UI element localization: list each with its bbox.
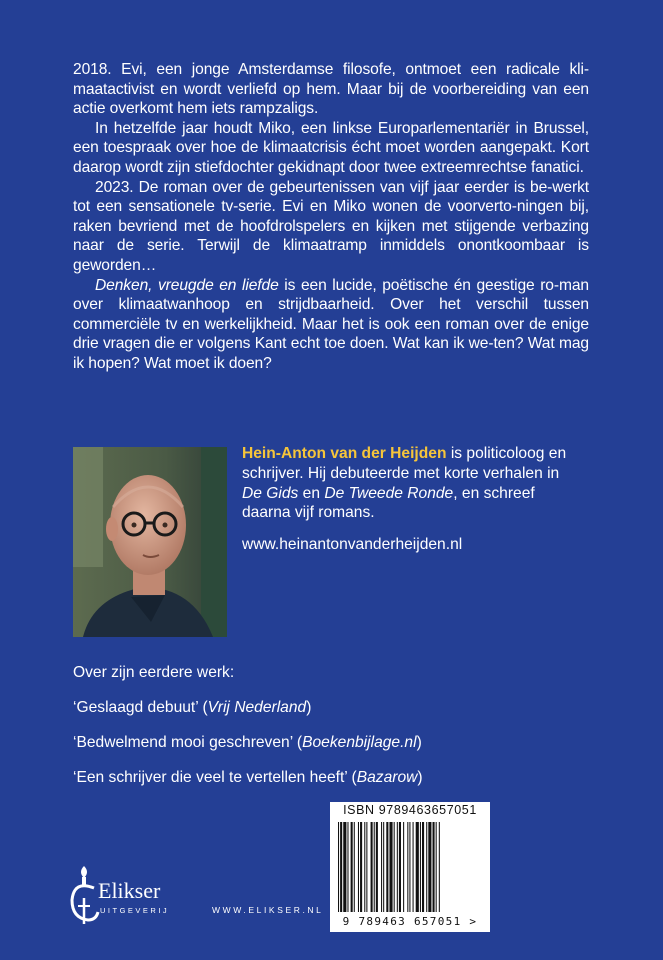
barcode-bar: [340, 822, 342, 912]
author-bio: [242, 444, 572, 555]
review-quote: ‘Geslaagd debuut’ (: [73, 699, 208, 716]
bio-text-2: en: [298, 484, 325, 502]
barcode-bar: [358, 822, 359, 912]
author-website[interactable]: www.heinantonvanderheijden.nl: [242, 536, 463, 554]
barcode-bar: [354, 822, 355, 912]
review-source: Vrij Nederland: [207, 699, 307, 716]
bio-text-3: , en schreef daarna vijf romans.: [242, 484, 535, 522]
barcode-bar: [389, 822, 392, 912]
isbn-barcode: [330, 802, 490, 932]
barcode-digits: 9 789463 657051 >: [342, 915, 478, 928]
blurb-paragraph-1: 2018. Evi, een jonge Amsterdamse filosofe, ontmoet een radicale kli-maatactivist en wordt verliefd op hem. Maar bij de voorbereiding van een actie overkomt hem iets rampzaligs.: [73, 61, 589, 118]
isbn-label: ISBN 9789463657051: [343, 803, 477, 817]
blurb-paragraph-2: In hetzelfde jaar houdt Miko, een linkse Europarlementariër in Brussel, een toespraak over hoe de klimaatcrisis écht moet worden aangepakt. Kort daarop wordt zijn stiefdochter gekidnapt door twee extreemrechtse fanatici.: [73, 119, 589, 176]
barcode-bar: [360, 822, 362, 912]
magazine-title-1: De Gids: [242, 484, 299, 502]
book-title: Denken, vreugde en liefde: [95, 276, 279, 294]
review-quote: ‘Een schrijver die veel te vertellen heeft’ (: [73, 769, 357, 786]
barcode-bar: [381, 822, 382, 912]
review-end: ): [306, 699, 312, 716]
author-photo: [73, 447, 227, 637]
review-end: ): [417, 769, 423, 786]
review-source: Bazarow: [356, 769, 418, 786]
author-bio-text: [242, 444, 572, 523]
barcode-bar: [399, 822, 401, 912]
review-item: [73, 768, 493, 787]
reviews-heading: Over zijn eerdere werk:: [73, 664, 235, 681]
barcode-bar: [397, 822, 398, 912]
barcode-bar: [374, 822, 375, 912]
review-item: [73, 733, 493, 752]
review-source: Boekenbijlage.nl: [302, 734, 417, 751]
barcode-bar: [347, 822, 348, 912]
barcode-bar: [422, 822, 424, 912]
barcode-bar: [416, 822, 419, 912]
barcode-bars: [336, 822, 484, 914]
review-quote: ‘Bedwelmend mooi geschreven’ (: [73, 734, 303, 751]
publisher-name: Elikser: [98, 878, 161, 903]
barcode-bar: [338, 822, 339, 912]
review-end: ): [416, 734, 422, 751]
barcode-bar: [343, 822, 346, 912]
barcode-bar: [420, 822, 421, 912]
barcode-bar: [413, 822, 414, 912]
blurb-paragraph-4-text: is een lucide, poëtische én geestige ro-man over klimaatwanhoop en strijdbaarheid. Over het verschil tussen commerciële tv en werkelijkheid. Maar het is ook een roman over de enige drie vragen die er volgens Kant echt toe doen. Wat kan ik we-ten? Wat mag ik hopen? Wat moet ik doen?: [73, 276, 589, 372]
blurb-paragraph-3: 2023. De roman over de gebeurtenissen van vijf jaar eerder is be-werkt tot een sensationele tv-serie. Evi en Miko wonen de voorverto-ningen bij, raken bevriend met de hoofdrolspelers en kijken met stijgende verbazing naar de serie. Terwijl de klimaatramp inmiddels onontkoombaar is geworden…: [73, 178, 589, 274]
author-portrait-image: [73, 447, 227, 637]
barcode-bar: [409, 822, 410, 912]
barcode-bar: [407, 822, 408, 912]
barcode-bar: [394, 822, 395, 912]
barcode-bar: [433, 822, 435, 912]
barcode-bar: [439, 822, 440, 912]
barcode-bar: [376, 822, 378, 912]
author-name: Hein-Anton van der Heijden: [242, 445, 447, 462]
review-item: [73, 698, 493, 717]
reviews-section: [73, 663, 493, 803]
barcode-bar: [383, 822, 384, 912]
barcode-bar: [366, 822, 367, 912]
barcode-bar: [403, 822, 404, 912]
barcode-bar: [386, 822, 388, 912]
barcode-bar: [351, 822, 353, 912]
barcode-bar: [371, 822, 373, 912]
magazine-title-2: De Tweede Ronde: [324, 484, 454, 502]
publisher-subtitle: UITGEVERIJ: [100, 906, 170, 915]
barcode-bar: [436, 822, 437, 912]
blurb-text: [73, 60, 589, 374]
barcode-bar: [426, 822, 427, 912]
publisher-website[interactable]: WWW.ELIKSER.NL: [212, 905, 324, 915]
barcode-bar: [364, 822, 365, 912]
blurb-paragraph-4: [73, 276, 589, 374]
barcode-bar: [428, 822, 431, 912]
bio-text-1: is politicoloog en schrijver. Hij debuteerde met korte verhalen in: [242, 445, 567, 482]
publisher-logo: [64, 862, 194, 928]
